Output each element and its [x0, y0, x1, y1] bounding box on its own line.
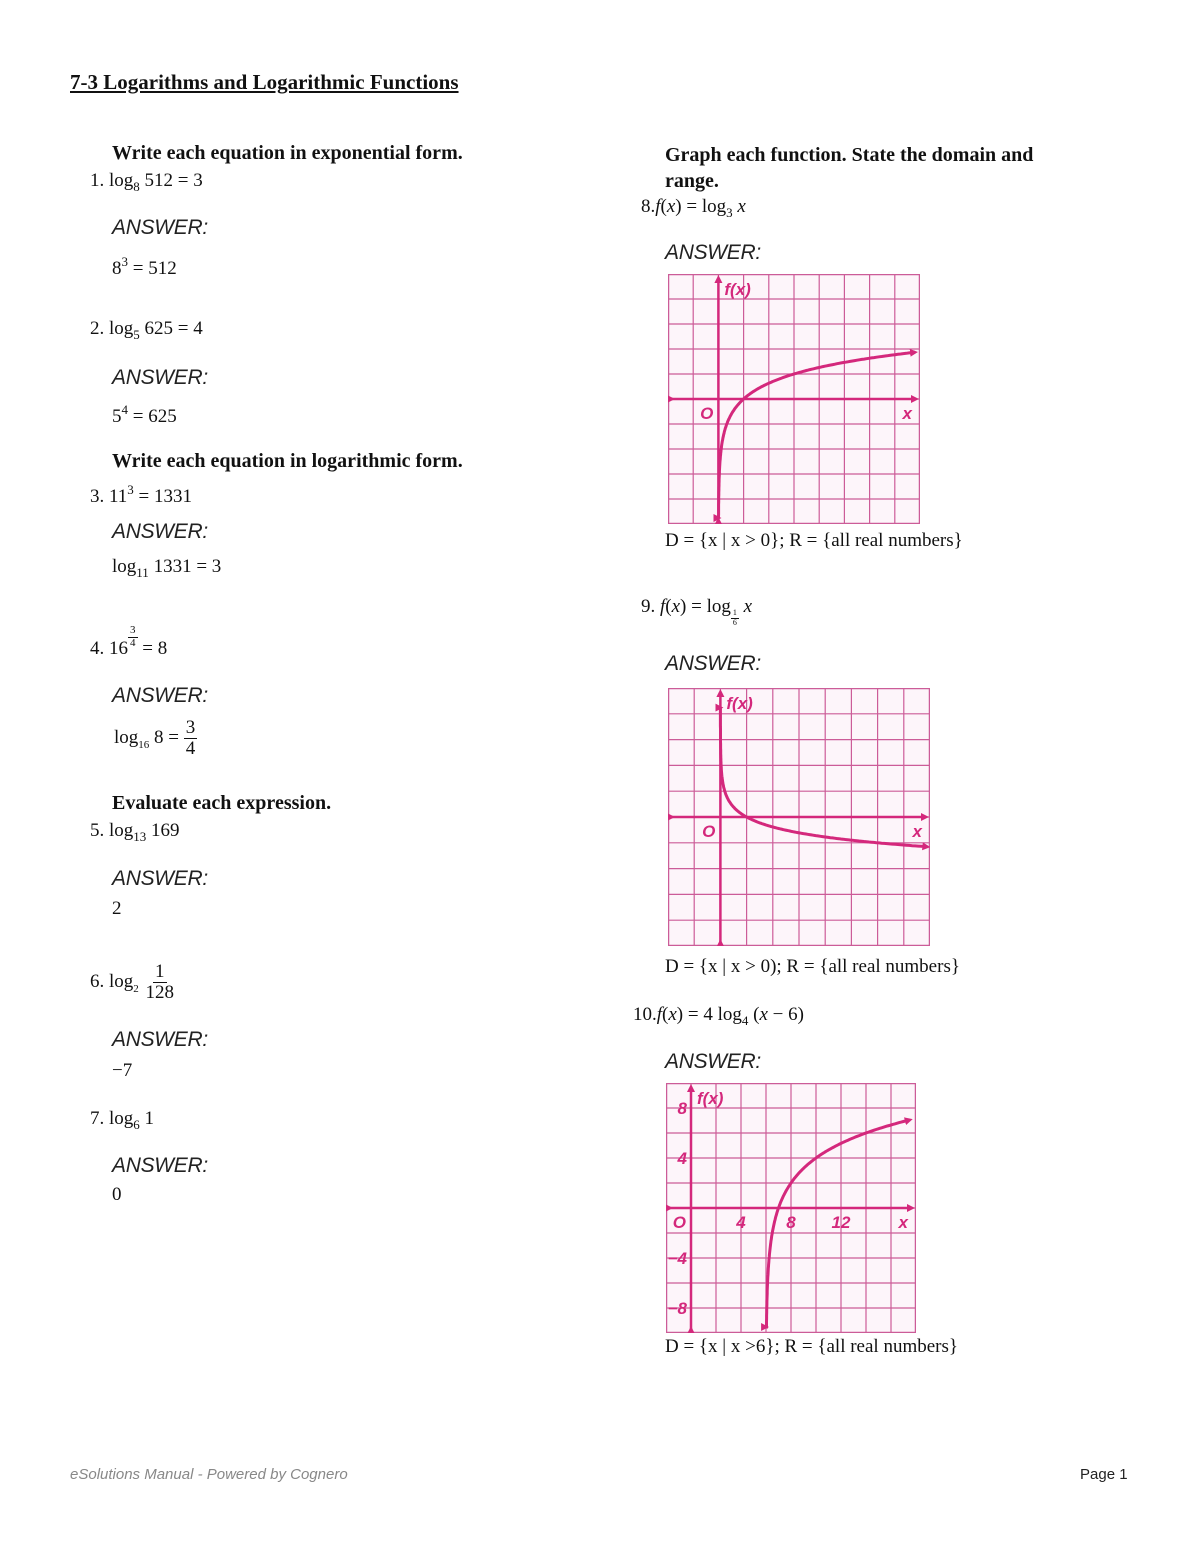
- page-number: Page 1: [1080, 1466, 1128, 1483]
- answer-1: $8^3 = 512$: [112, 254, 177, 279]
- graph-problem-9: [668, 688, 930, 946]
- problem-number: 10.: [633, 1004, 657, 1025]
- graph-problem-8: [668, 274, 920, 524]
- origin-label: O: [700, 404, 714, 423]
- section-heading-evaluate: Evaluate each expression.: [112, 792, 332, 814]
- section-heading-graph: Graph each function. State the domain and range.: [665, 144, 1034, 192]
- answer-label: ANSWER:: [112, 1154, 208, 1177]
- answer-label: ANSWER:: [112, 1028, 208, 1051]
- origin-label: O: [702, 822, 716, 841]
- domain-range-9: D = {x | x > 0); R = {all real numbers}: [665, 956, 960, 977]
- answer-label: ANSWER:: [665, 241, 761, 264]
- y-axis-label: f(x): [697, 1089, 724, 1108]
- y-axis-label: f(x): [726, 694, 753, 713]
- problem-2: 2. $\log_5 625 = 4$: [90, 318, 203, 342]
- answer-4: $\log_{16} 8$ = $\frac{3}{4}$: [114, 717, 196, 759]
- answer-2: $5^4 = 625$: [112, 402, 177, 427]
- domain-range-8: D = {x | x > 0}; R = {all real numbers}: [665, 530, 963, 551]
- answer-label: ANSWER:: [112, 216, 208, 239]
- problem-7: 7. $\log_6 1$: [90, 1108, 155, 1132]
- problem-number: 3.: [90, 486, 105, 507]
- problem-number: 5.: [90, 820, 105, 841]
- answer-label: ANSWER:: [665, 652, 761, 675]
- footer-credit: eSolutions Manual - Powered by Cognero: [70, 1466, 348, 1483]
- problem-number: 6.: [90, 970, 105, 992]
- problem-10: 10.f(x) = 4 $\log_4 (x - 6)$: [633, 1004, 804, 1028]
- y-axis-label: f(x): [724, 280, 751, 299]
- y-tick-label: −8: [667, 1299, 687, 1318]
- answer-label: ANSWER:: [112, 867, 208, 890]
- x-axis-label: x: [898, 1213, 908, 1232]
- y-tick-label: 4: [677, 1149, 687, 1168]
- y-tick-label: −4: [667, 1249, 687, 1268]
- section-heading-exponential: Write each equation in exponential form.: [112, 142, 463, 164]
- x-axis-label: x: [902, 404, 912, 423]
- problem-1: 1. $\log_8 512 = 3$: [90, 170, 203, 194]
- answer-label: ANSWER:: [665, 1050, 761, 1073]
- y-tick-label: 8: [677, 1099, 687, 1118]
- page-title: 7-3 Logarithms and Logarithmic Functions: [70, 70, 459, 94]
- problem-5: 5. $\log_{13} 169$: [90, 820, 180, 844]
- answer-3: $\log_{11} 1331 = 3$: [112, 556, 222, 580]
- x-axis-label: x: [912, 822, 922, 841]
- answer-label: ANSWER:: [112, 520, 208, 543]
- problem-8: $8.f(x) = \log_3 x$: [641, 196, 746, 220]
- problem-number: 8.: [641, 196, 656, 217]
- answer-6: −7: [112, 1060, 133, 1081]
- answer-5: 2: [112, 898, 122, 919]
- section-heading-logarithmic: Write each equation in logarithmic form.: [112, 450, 463, 472]
- problem-number: 9.: [641, 596, 656, 617]
- problem-number: 2.: [90, 318, 105, 339]
- problem-number: 7.: [90, 1108, 105, 1129]
- origin-label: O: [672, 1213, 686, 1232]
- problem-number: 1.: [90, 170, 105, 191]
- x-tick-label: 12: [831, 1213, 851, 1232]
- answer-7: 0: [112, 1184, 122, 1205]
- answer-label: ANSWER:: [112, 684, 208, 707]
- problem-3: 3. $11^3 = 1331$: [90, 482, 193, 507]
- problem-number: 4.: [90, 638, 105, 659]
- x-tick-label: 4: [736, 1213, 746, 1232]
- x-tick-label: 8: [786, 1213, 796, 1232]
- answer-label: ANSWER:: [112, 366, 208, 389]
- graph-problem-10: [666, 1083, 916, 1333]
- domain-range-10: D = {x | x >6}; R = {all real numbers}: [665, 1336, 958, 1357]
- problem-9: 9. f(x) = log $\frac{1}{6}$ x: [641, 596, 753, 627]
- problem-6: 6. $\log_2$ $\frac{1}{128}$: [90, 961, 175, 1003]
- problem-4: 4. 16 $\frac{3}{4}$ = 8: [90, 624, 168, 659]
